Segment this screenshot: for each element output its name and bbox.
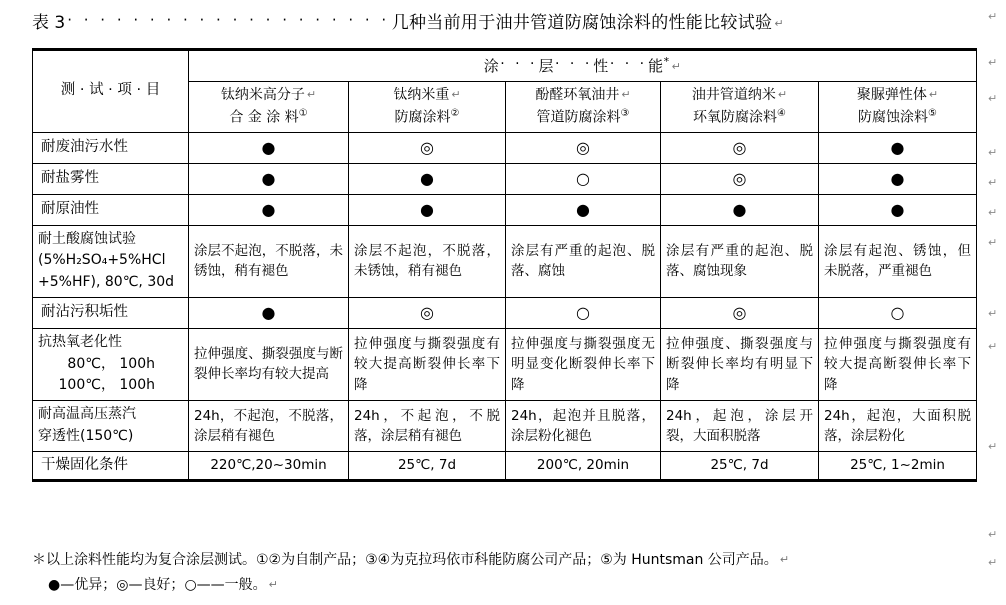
rating-average-label: ——一般。 (196, 576, 267, 593)
comparison-table (32, 48, 977, 482)
row-label-line3: +5%HF), 80℃, 30d (38, 274, 175, 291)
coating-name-line1: 油井管道纳米 (691, 87, 776, 103)
row-label-antifouling-scale-resistance (33, 297, 189, 328)
header-test-items-label: 测 · 试 · 项 · 目 (60, 82, 161, 99)
row-label-text: 耐废油污水性 (41, 138, 128, 155)
rating-excellent-label: —优异； (60, 576, 117, 593)
rating-good-label: —良好； (128, 576, 185, 593)
table-row (33, 451, 977, 481)
paragraph-mark-icon: ↵ (451, 88, 461, 101)
paragraph-mark-icon: ↵ (988, 340, 998, 353)
condition-cell: 220℃,20~30min (189, 451, 349, 481)
row-label-crude-oil-resistance (33, 194, 189, 225)
group-header-dots2: · · · (555, 56, 593, 72)
header-cell-coating-3 (506, 82, 661, 133)
table-row (33, 163, 977, 194)
result-cell: 拉伸强度与撕裂强度无明显变化断裂伸长率下降 (506, 328, 661, 400)
group-header-part1: 涂 (483, 57, 500, 75)
paragraph-mark-icon: ↵ (988, 528, 998, 541)
row-label-mud-acid-corrosion-test (33, 225, 189, 297)
paragraph-mark-icon: ↵ (988, 56, 998, 69)
rating-cell: ● (189, 297, 349, 328)
rating-average-icon: ○ (184, 576, 197, 593)
row-label-text: 干燥固化条件 (41, 456, 128, 473)
rating-cell: ● (189, 194, 349, 225)
rating-cell: ◎ (661, 297, 819, 328)
header-cell-test-items (33, 50, 189, 133)
table-row (33, 132, 977, 163)
rating-cell: ◎ (349, 132, 506, 163)
table-caption (32, 8, 976, 38)
rating-cell: ● (819, 163, 977, 194)
row-label-text: 耐盐雾性 (41, 169, 99, 186)
row-label-line2: 穿透性(150℃) (38, 427, 134, 444)
rating-cell: ● (189, 132, 349, 163)
row-label-line2: 80℃， 100h (67, 355, 155, 372)
coating-footnote-marker: ② (450, 108, 460, 119)
rating-cell: ● (819, 132, 977, 163)
rating-cell: ● (349, 194, 506, 225)
rating-cell: ● (506, 194, 661, 225)
paragraph-mark-icon: ↵ (268, 577, 278, 591)
table-row (33, 225, 977, 297)
table-number: 表 3 (32, 13, 66, 33)
group-header-dots1: · · · (500, 56, 538, 72)
row-label-salt-spray-resistance (33, 163, 189, 194)
table-row (33, 194, 977, 225)
paragraph-mark-icon: ↵ (671, 60, 682, 73)
result-cell: 涂层有严重的起泡、脱落、腐蚀 (506, 225, 661, 297)
result-cell: 24h，不起泡，不脱落，涂层稍有褪色 (189, 401, 349, 452)
condition-cell: 25℃, 7d (661, 451, 819, 481)
caption-leader-dots: · · · · · · · · · · · · · · · · · · · · (67, 11, 390, 29)
row-label-thermal-oxidative-aging (33, 328, 189, 400)
header-cell-coating-1 (189, 82, 349, 133)
row-label-multiline (38, 334, 183, 397)
table-row (33, 328, 977, 400)
row-label-line1: 耐土酸腐蚀试验 (38, 230, 136, 247)
result-cell: 拉伸强度、撕裂强度与断裂伸长率均有明显下降 (661, 328, 819, 400)
rating-cell: ● (349, 163, 506, 194)
row-label-multiline (38, 231, 174, 291)
paragraph-mark-icon: ↵ (988, 10, 998, 23)
paragraph-mark-icon: ↵ (621, 88, 631, 101)
rating-cell: ● (819, 194, 977, 225)
result-cell: 涂层有严重的起泡、脱落、腐蚀现象 (661, 225, 819, 297)
header-cell-coating-5 (819, 82, 977, 133)
header-cell-coating-2 (349, 82, 506, 133)
coating-name-line1: 聚脲弹性体 (856, 87, 927, 103)
table-row (33, 297, 977, 328)
paragraph-mark-icon: ↵ (306, 88, 317, 101)
row-label-waste-oil-water-resistance (33, 132, 189, 163)
row-label-steam-penetration-resistance (33, 401, 189, 452)
coating-footnote-marker: ④ (777, 108, 786, 119)
paragraph-mark-icon: ↵ (988, 176, 998, 189)
coating-footnote-marker: ⑤ (928, 108, 938, 119)
paragraph-mark-icon: ↵ (774, 17, 784, 30)
footnote-source-text: ＊以上涂料性能均为复合涂层测试。①②为自制产品；③④为克拉玛依市科能防腐公司产品；⑤为 Huntsman 公司产品。 (32, 552, 778, 568)
result-cell: 拉伸强度与撕裂强度有较大提高断裂伸长率下降 (819, 328, 977, 400)
rating-cell: ○ (506, 297, 661, 328)
paragraph-mark-icon: ↵ (779, 553, 790, 566)
caption-text: 几种当前用于油井管道防腐蚀涂料的性能比较试验 (391, 13, 773, 33)
table-header-group-row (33, 50, 977, 82)
rating-cell: ◎ (506, 132, 661, 163)
coating-name-line1: 酚醛环氧油井 (535, 87, 620, 103)
result-cell: 24h，起泡，涂层开裂，大面积脱落 (661, 401, 819, 452)
condition-cell: 200℃, 20min (506, 451, 661, 481)
row-label-line3: 100℃， 100h (58, 377, 155, 394)
result-cell: 24h，起泡，大面积脱落，涂层粉化 (819, 401, 977, 452)
group-header-part3: 性 (593, 57, 609, 75)
coating-name-line2: 防腐涂料 (394, 109, 451, 126)
row-label-multiline (38, 406, 136, 444)
rating-cell: ◎ (661, 132, 819, 163)
header-cell-coating-performance (189, 50, 977, 82)
paragraph-mark-icon: ↵ (928, 88, 939, 101)
rating-cell: ◎ (661, 163, 819, 194)
coating-name-line1: 钛纳米高分子 (220, 87, 305, 103)
coating-name-line2: 合 金 涂 料 (229, 109, 299, 126)
paragraph-mark-icon: ↵ (988, 206, 998, 219)
group-header-part4: 能 (648, 57, 664, 75)
row-label-text: 耐沾污积垢性 (41, 304, 128, 321)
paragraph-mark-icon: ↵ (988, 440, 998, 453)
table-footnotes (32, 548, 976, 597)
rating-excellent-icon: ● (48, 576, 61, 593)
rating-good-icon: ◎ (116, 576, 129, 593)
footnote-line-1 (32, 548, 976, 573)
footnote-line-2 (32, 573, 976, 598)
coating-name-line2: 环氧防腐涂料 (693, 109, 778, 126)
paragraph-mark-icon: ↵ (988, 92, 998, 105)
table-row (33, 401, 977, 452)
paragraph-mark-icon: ↵ (988, 146, 998, 159)
coating-name-line2: 管道防腐涂料 (536, 109, 621, 126)
rating-cell: ● (189, 163, 349, 194)
paragraph-mark-icon: ↵ (777, 88, 788, 101)
group-header-part2: 层 (538, 57, 555, 75)
coating-footnote-marker: ① (298, 108, 308, 119)
footnote-star-marker: * (663, 55, 670, 68)
result-cell: 拉伸强度与撕裂强度有较大提高断裂伸长率下降 (349, 328, 506, 400)
result-cell: 涂层不起泡，不脱落，未锈蚀，稍有褪色 (189, 225, 349, 297)
coating-name-line2: 防腐蚀涂料 (858, 109, 929, 126)
rating-cell: ◎ (349, 297, 506, 328)
row-label-line2: (5%H₂SO₄+5%HCl (38, 252, 166, 269)
rating-cell: ● (661, 194, 819, 225)
result-cell: 涂层有起泡、锈蚀，但未脱落，严重褪色 (819, 225, 977, 297)
coating-name-line1: 钛纳米重 (393, 87, 450, 103)
paragraph-mark-icon: ↵ (988, 236, 998, 249)
row-label-drying-curing-conditions (33, 451, 189, 481)
condition-cell: 25℃, 1~2min (819, 451, 977, 481)
paragraph-mark-icon: ↵ (988, 307, 998, 320)
group-header-dots3: · · · (609, 56, 648, 72)
result-cell: 24h，起泡并且脱落，涂层粉化褪色 (506, 401, 661, 452)
result-cell: 拉伸强度、撕裂强度与断裂伸长率均有较大提高 (189, 328, 349, 400)
condition-cell: 25℃, 7d (349, 451, 506, 481)
paragraph-mark-icon: ↵ (988, 556, 998, 569)
result-cell: 涂层不起泡，不脱落，未锈蚀，稍有褪色 (349, 225, 506, 297)
rating-cell: ○ (819, 297, 977, 328)
row-label-text: 耐原油性 (41, 200, 99, 217)
row-label-line1: 抗热氧老化性 (38, 333, 122, 350)
coating-footnote-marker: ③ (620, 108, 630, 119)
result-cell: 24h，不起泡，不脱落，涂层稍有褪色 (349, 401, 506, 452)
rating-cell: ○ (506, 163, 661, 194)
row-label-line1: 耐高温高压蒸汽 (38, 406, 136, 423)
header-cell-coating-4 (661, 82, 819, 133)
